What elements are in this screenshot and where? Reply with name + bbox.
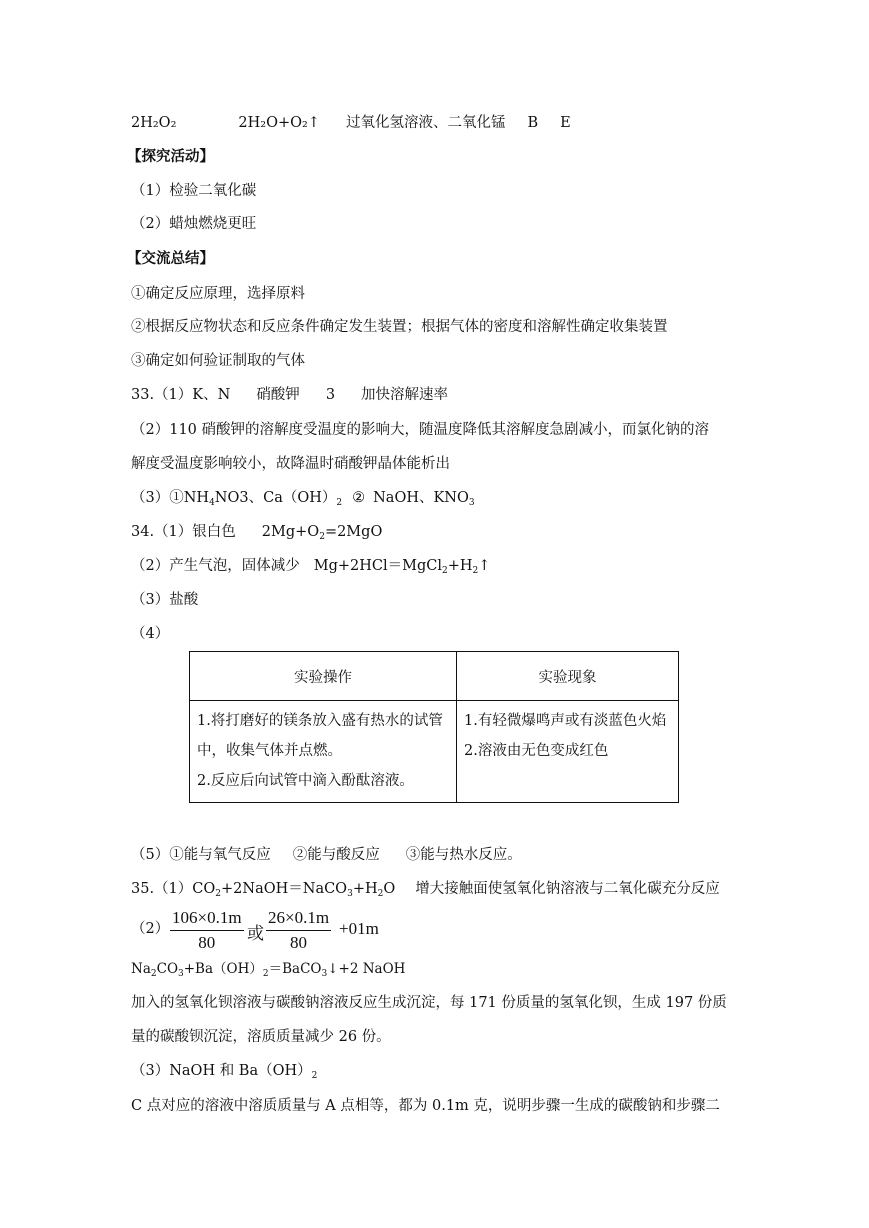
- last-line: C 点对应的溶液中溶质质量与 A 点相等，都为 0.1m 克，说明步骤一生成的碳酸钠和步骤二: [131, 1098, 720, 1114]
- answer-substance: 硝酸钾: [256, 387, 300, 403]
- text: +H: [352, 881, 378, 897]
- reactant: 2H₂O₂: [131, 115, 177, 131]
- subscript: 4: [209, 498, 215, 508]
- answer-elements: 33.（1）K、N: [131, 387, 231, 403]
- text: =2MgO: [324, 524, 383, 540]
- subscript: 2: [441, 566, 448, 576]
- heading-summary: 【交流总结】: [127, 250, 214, 267]
- device-e: E: [560, 115, 571, 131]
- or-text: 或: [247, 924, 264, 943]
- text: ＝BaCO: [268, 961, 322, 977]
- q33-part1: [131, 385, 448, 405]
- text: +Ba（OH）: [183, 961, 263, 977]
- fraction-tail: +01m: [339, 919, 379, 938]
- fraction-2-bar: [266, 930, 331, 931]
- text: O: [383, 881, 396, 897]
- text: CO: [156, 961, 179, 977]
- device-b: B: [527, 115, 539, 131]
- explanation-line-2: 量的碳酸钡沉淀，溶质质量减少 26 份。: [131, 1029, 391, 1045]
- subscript: 2: [377, 889, 384, 899]
- text: NO3、Ca（OH）: [214, 490, 337, 506]
- text: ③能与热水反应。: [405, 847, 522, 863]
- q35-part3: [131, 1061, 317, 1081]
- explore-item-2: （2）蜡烛燃烧更旺: [131, 216, 257, 232]
- text: ②能与酸反应: [292, 847, 380, 863]
- text: NaOH、KNO: [373, 490, 469, 506]
- summary-item-3: ③确定如何验证制取的气体: [131, 353, 305, 369]
- equation-barium: [131, 959, 405, 979]
- text: 2Mg+O: [261, 524, 320, 540]
- q33-part3: [131, 488, 475, 508]
- fraction-1: [170, 908, 244, 953]
- text: ↓+2 NaOH: [327, 961, 406, 977]
- subscript: 2: [336, 498, 343, 508]
- q35-part1: [131, 879, 720, 899]
- explanation-line-1: 加入的氢氧化钡溶液与碳酸钠溶液反应生成沉淀，每 171 份质量的氢氧化钡，生成 197 份质: [131, 995, 727, 1011]
- subscript: 2: [262, 969, 269, 979]
- heading-explore: 【探究活动】: [127, 148, 214, 165]
- text: +H: [447, 558, 473, 574]
- text: Na: [131, 961, 151, 977]
- text: ②: [352, 490, 366, 506]
- text: （5）①能与氧气反应: [131, 847, 271, 863]
- fraction-2-denominator: 80: [290, 933, 308, 952]
- fraction-1-denominator: 80: [198, 933, 216, 952]
- text: （3）①NH: [131, 490, 210, 506]
- operation-1: 1.将打磨好的镁条放入盛有热水的试管中，收集气体并点燃。: [197, 713, 443, 759]
- reagents: 过氧化氢溶液、二氧化锰: [345, 115, 506, 131]
- experiment-table: [189, 651, 679, 803]
- up-arrow: ↑: [478, 558, 491, 574]
- q35-part2-label: （2）: [131, 921, 170, 937]
- phenomenon-cell: [457, 701, 679, 803]
- equation-line-h2o2: [131, 113, 571, 133]
- q34-part5: [131, 845, 522, 865]
- text: 34.（1）银白色: [131, 524, 236, 540]
- header-phenomenon: 实验现象: [457, 652, 679, 701]
- q34-part4: （4）: [131, 626, 170, 642]
- subscript: 2: [150, 969, 157, 979]
- q34-part3: （3）盐酸: [131, 592, 199, 608]
- subscript: 2: [215, 889, 222, 899]
- answer-number: 3: [325, 387, 336, 403]
- subscript: 2: [311, 1071, 318, 1081]
- text: Mg+2HCl＝MgCl: [313, 558, 442, 574]
- summary-item-1: ①确定反应原理，选择原料: [131, 286, 305, 302]
- phenomenon-1: 1.有轻微爆鸣声或有淡蓝色火焰: [464, 713, 667, 729]
- fraction-2: [266, 908, 331, 953]
- text: 35.（1）CO: [131, 881, 216, 897]
- summary-item-2: ②根据反应物状态和反应条件确定发生装置；根据气体的密度和溶解性确定收集装置: [131, 319, 668, 335]
- operation-cell: [190, 701, 457, 803]
- subscript: 3: [347, 889, 353, 899]
- fraction-1-bar: [170, 930, 244, 931]
- subscript: 3: [321, 969, 328, 979]
- q34-part2: [131, 556, 490, 576]
- answer-purpose: 加快溶解速率: [361, 387, 449, 403]
- subscript: 3: [468, 498, 475, 508]
- text: 增大接触面使氢氧化钠溶液与二氧化碳充分反应: [415, 881, 720, 897]
- operation-2: 2.反应后向试管中滴入酚酞溶液。: [197, 773, 414, 789]
- text: +2NaOH＝NaCO: [221, 881, 348, 897]
- q33-part2-line1: （2）110 硝酸钾的溶解度受温度的影响大，随温度降低其溶解度急剧减小，而氯化钠的溶: [131, 422, 710, 438]
- subscript: 3: [178, 969, 184, 979]
- fraction-1-numerator: 106×0.1m: [172, 908, 242, 927]
- subscript: 2: [319, 532, 325, 542]
- q34-part1: [131, 522, 382, 542]
- subscript: 2: [472, 566, 479, 576]
- text: （3）NaOH 和 Ba（OH）: [131, 1063, 312, 1079]
- text: （2）产生气泡，固体减少: [131, 558, 300, 574]
- fraction-2-numerator: 26×0.1m: [268, 908, 330, 927]
- product: 2H₂O+O₂↑: [238, 115, 320, 131]
- phenomenon-2: 2.溶液由无色变成红色: [464, 743, 609, 759]
- explore-item-1: （1）检验二氧化碳: [131, 183, 257, 199]
- header-operation: 实验操作: [190, 652, 457, 701]
- q33-part2-line2: 解度受温度影响较小，故降温时硝酸钾晶体能析出: [131, 456, 450, 472]
